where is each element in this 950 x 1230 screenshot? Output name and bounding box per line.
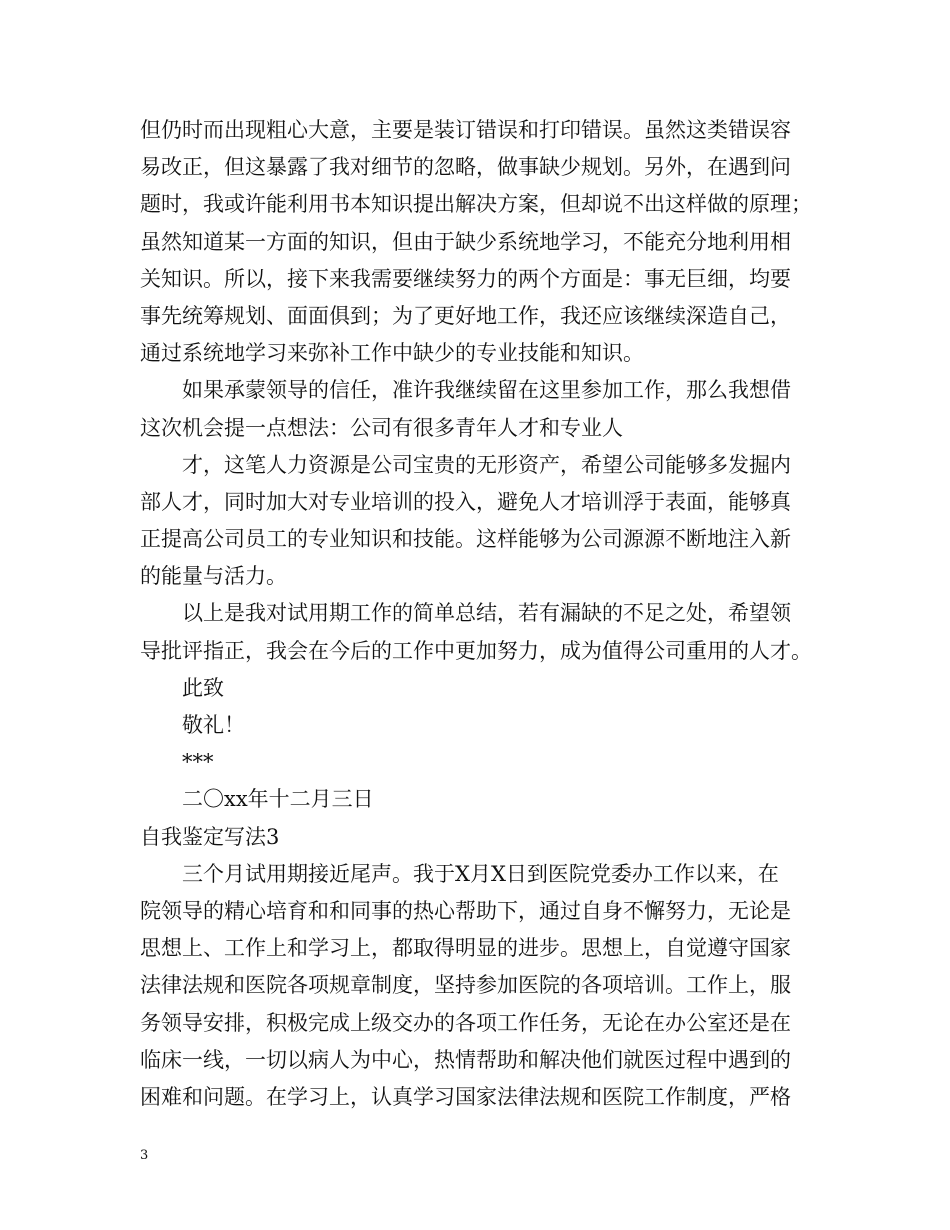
text-line: 通过系统地学习来弥补工作中缺少的专业技能和知识。 (140, 341, 644, 366)
text-line: 院领导的精心培育和和同事的热心帮助下，通过自身不懈努力，无论是 (140, 898, 791, 923)
text-line: 此致 (182, 675, 224, 700)
text-line: 以上是我对试用期工作的简单总结，若有漏缺的不足之处，希望领 (182, 601, 791, 626)
text-line: 敬礼！ (182, 713, 245, 737)
text-line: 易改正，但这暴露了我对细节的忽略，做事缺少规划。另外，在遇到问 (140, 155, 791, 180)
text-line: 临床一线，一切以病人为中心，热情帮助和解决他们就医过程中遇到的 (140, 1047, 791, 1072)
text-line: 困难和问题。在学习上，认真学习国家法律法规和医院工作制度，严格 (140, 1084, 791, 1109)
text-line: 虽然知道某一方面的知识，但由于缺少系统地学习，不能充分地利用相 (140, 229, 791, 254)
text-line: 务领导安排，积极完成上级交办的各项工作任务，无论在办公室还是在 (140, 1010, 791, 1035)
document-body (140, 112, 830, 1116)
text-line: 事先统筹规划、面面俱到；为了更好地工作，我还应该继续深造自己， (140, 303, 791, 328)
text-line: 如果承蒙领导的信任，准许我继续留在这里参加工作，那么我想借 (182, 378, 791, 403)
text-line: 的能量与活力。 (140, 564, 287, 589)
text-line: 部人才，同时加大对专业培训的投入，避免人才培训浮于表面，能够真 (140, 489, 791, 514)
text-line: 导批评指正，我会在今后的工作中更加努力，成为值得公司重用的人才。 (140, 638, 812, 663)
text-line: 自我鉴定写法3 (140, 824, 280, 849)
text-line: 思想上、工作上和学习上，都取得明显的进步。思想上，自觉遵守国家 (140, 936, 791, 961)
text-line: 法律法规和医院各项规章制度，坚持参加医院的各项培训。工作上，服 (140, 973, 791, 998)
text-line: 但仍时而出现粗心大意，主要是装订错误和打印错误。虽然这类错误容 (140, 118, 791, 142)
text-line: 正提高公司员工的专业知识和技能。这样能够为公司源源不断地注入新 (140, 527, 791, 552)
text-line: 三个月试用期接近尾声。我于X月X日到医院党委办工作以来，在 (182, 861, 779, 886)
text-line: 才，这笔人力资源是公司宝贵的无形资产，希望公司能够多发掘内 (182, 452, 791, 477)
text-line: 这次机会提一点想法：公司有很多青年人才和专业人 (140, 415, 623, 440)
text-line: 二〇xx年十二月三日 (182, 787, 374, 812)
text-line: 题时，我或许能利用书本知识提出解决方案，但却说不出这样做的原理； (140, 192, 812, 217)
page-number: 3 (140, 1148, 149, 1163)
text-line: 关知识。所以，接下来我需要继续努力的两个方面是：事无巨细，均要 (140, 266, 791, 291)
text-line: *** (182, 750, 214, 775)
